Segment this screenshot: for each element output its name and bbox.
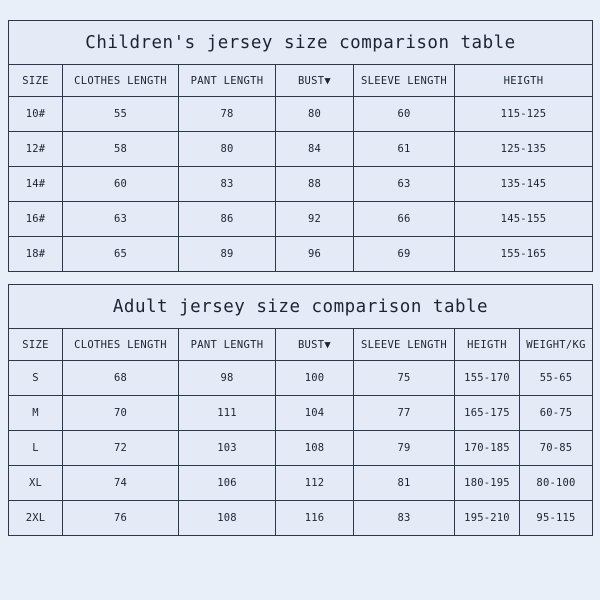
cell-clothes-length: 72	[63, 431, 179, 466]
cell-size: S	[9, 361, 63, 396]
cell-sleeve-length: 83	[354, 501, 455, 536]
adult-table-title: Adult jersey size comparison table	[9, 285, 593, 329]
table-row	[9, 501, 593, 536]
cell-clothes-length: 74	[63, 466, 179, 501]
cell-heigth: 125-135	[455, 132, 593, 167]
cell-heigth: 165-175	[455, 396, 520, 431]
cell-heigth: 145-155	[455, 202, 593, 237]
cell-size: 10#	[9, 97, 63, 132]
table-row	[9, 237, 593, 272]
cell-bust: 92	[276, 202, 354, 237]
cell-sleeve-length: 63	[354, 167, 455, 202]
cell-weight: 60-75	[520, 396, 593, 431]
cell-pant-length: 80	[179, 132, 276, 167]
table-title-row	[9, 285, 593, 329]
table-header-row	[9, 329, 593, 361]
cell-size: L	[9, 431, 63, 466]
cell-size: 12#	[9, 132, 63, 167]
cell-clothes-length: 60	[63, 167, 179, 202]
cell-bust: 104	[276, 396, 354, 431]
cell-clothes-length: 65	[63, 237, 179, 272]
cell-sleeve-length: 60	[354, 97, 455, 132]
cell-heigth: 180-195	[455, 466, 520, 501]
table-header-row	[9, 65, 593, 97]
cell-bust: 116	[276, 501, 354, 536]
table-row	[9, 361, 593, 396]
cell-heigth: 195-210	[455, 501, 520, 536]
cell-size: 2XL	[9, 501, 63, 536]
column-header-pant-length: PANT LENGTH	[179, 329, 276, 361]
table-row	[9, 466, 593, 501]
cell-size: 14#	[9, 167, 63, 202]
children-table-title: Children's jersey size comparison table	[9, 21, 593, 65]
cell-heigth: 155-170	[455, 361, 520, 396]
cell-pant-length: 103	[179, 431, 276, 466]
cell-weight: 95-115	[520, 501, 593, 536]
cell-bust: 112	[276, 466, 354, 501]
cell-pant-length: 86	[179, 202, 276, 237]
cell-clothes-length: 63	[63, 202, 179, 237]
cell-heigth: 155-165	[455, 237, 593, 272]
column-header-pant-length: PANT LENGTH	[179, 65, 276, 97]
cell-pant-length: 111	[179, 396, 276, 431]
children-size-table	[8, 20, 593, 272]
table-title-row	[9, 21, 593, 65]
cell-clothes-length: 76	[63, 501, 179, 536]
cell-weight: 80-100	[520, 466, 593, 501]
cell-size: M	[9, 396, 63, 431]
cell-heigth: 170-185	[455, 431, 520, 466]
table-row	[9, 202, 593, 237]
cell-pant-length: 108	[179, 501, 276, 536]
cell-pant-length: 83	[179, 167, 276, 202]
column-header-bust: BUST▼	[276, 329, 354, 361]
cell-size: 18#	[9, 237, 63, 272]
column-header-sleeve-length: SLEEVE LENGTH	[354, 329, 455, 361]
column-header-weight: WEIGHT/KG	[520, 329, 593, 361]
cell-sleeve-length: 66	[354, 202, 455, 237]
cell-heigth: 115-125	[455, 97, 593, 132]
column-header-heigth: HEIGTH	[455, 65, 593, 97]
cell-sleeve-length: 75	[354, 361, 455, 396]
cell-pant-length: 78	[179, 97, 276, 132]
table-row	[9, 97, 593, 132]
cell-sleeve-length: 81	[354, 466, 455, 501]
cell-clothes-length: 68	[63, 361, 179, 396]
cell-sleeve-length: 69	[354, 237, 455, 272]
adult-size-table	[8, 284, 593, 536]
column-header-heigth: HEIGTH	[455, 329, 520, 361]
cell-bust: 80	[276, 97, 354, 132]
cell-bust: 88	[276, 167, 354, 202]
table-row	[9, 132, 593, 167]
cell-size: XL	[9, 466, 63, 501]
cell-sleeve-length: 77	[354, 396, 455, 431]
cell-clothes-length: 70	[63, 396, 179, 431]
cell-heigth: 135-145	[455, 167, 593, 202]
cell-pant-length: 98	[179, 361, 276, 396]
table-row	[9, 167, 593, 202]
table-spacer	[8, 272, 592, 284]
column-header-size: SIZE	[9, 65, 63, 97]
table-row	[9, 431, 593, 466]
column-header-clothes-length: CLOTHES LENGTH	[63, 329, 179, 361]
cell-pant-length: 106	[179, 466, 276, 501]
cell-sleeve-length: 79	[354, 431, 455, 466]
column-header-size: SIZE	[9, 329, 63, 361]
cell-size: 16#	[9, 202, 63, 237]
table-row	[9, 396, 593, 431]
cell-weight: 70-85	[520, 431, 593, 466]
cell-clothes-length: 58	[63, 132, 179, 167]
cell-pant-length: 89	[179, 237, 276, 272]
column-header-sleeve-length: SLEEVE LENGTH	[354, 65, 455, 97]
cell-sleeve-length: 61	[354, 132, 455, 167]
cell-bust: 100	[276, 361, 354, 396]
cell-bust: 108	[276, 431, 354, 466]
column-header-bust: BUST▼	[276, 65, 354, 97]
cell-weight: 55-65	[520, 361, 593, 396]
cell-bust: 96	[276, 237, 354, 272]
cell-bust: 84	[276, 132, 354, 167]
cell-clothes-length: 55	[63, 97, 179, 132]
column-header-clothes-length: CLOTHES LENGTH	[63, 65, 179, 97]
